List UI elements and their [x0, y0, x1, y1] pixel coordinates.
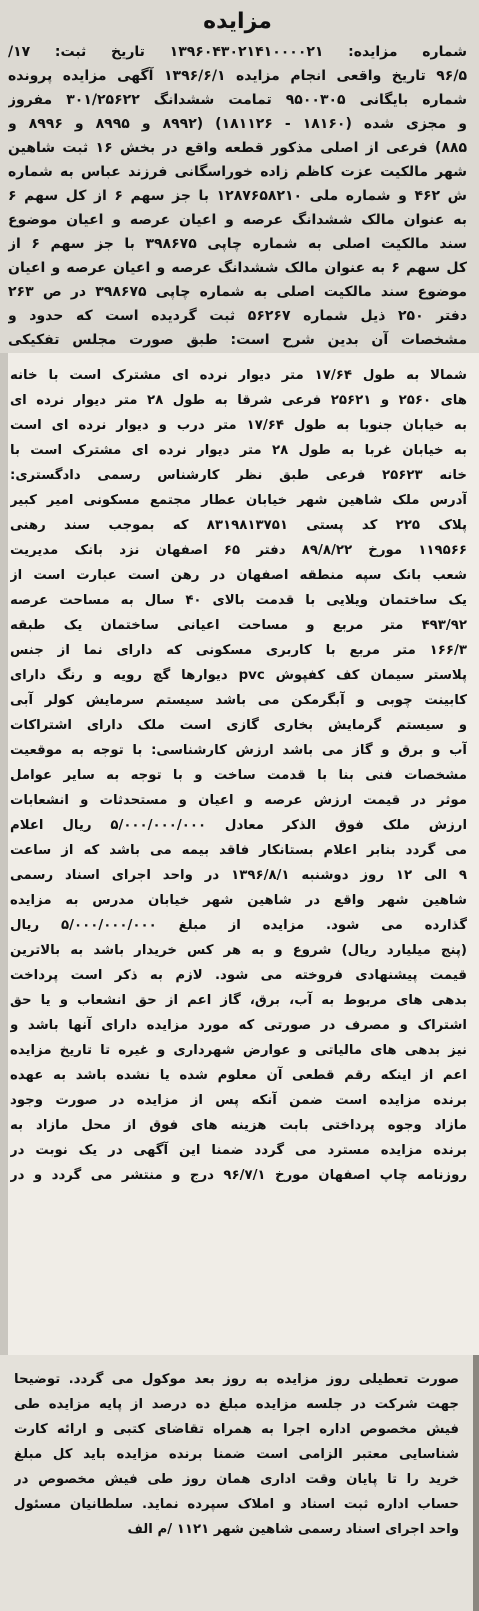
text-line: اعم از اینکه رقم قطعی آن معلوم شده یا نشده باشد به عهده [10, 1068, 467, 1083]
notice-footer-section [0, 1355, 479, 1611]
text-line: اشتراک و مصرف در صورتی که مورد مزایده دارای آنها باشد و [10, 1018, 467, 1033]
text-line: جهت شرکت در جلسه مزایده مبلغ ده درصد از پایه مزایده طی [14, 1397, 459, 1412]
text-line: موضوع سند مالکیت اصلی به شماره چاپی ۳۹۸۶۷۵ در ص ۲۶۳ [8, 284, 467, 300]
text-line: شعب بانک سپه منطقه اصفهان در رهن است عبارت است از [10, 568, 467, 583]
text-line: روزنامه چاپ اصفهان مورخ ۹۶/۷/۱ درج و منتشر می گردد و در [10, 1168, 467, 1183]
text-line: سند مالکیت اصلی به شماره چاپی ۳۹۸۶۷۵ با جز سهم ۶ از [8, 236, 467, 252]
text-line: قیمت پیشنهادی فروخته می شود. لازم به ذکر است پرداخت [10, 968, 467, 983]
text-line: ۱۶۶/۳ متر مربع با کاربری مسکونی که دارای نما از جنس [10, 643, 467, 658]
notice-body-section [0, 353, 479, 1355]
text-line: برنده مزایده مسترد می گردد ضمنا این آگهی در یک نوبت در [10, 1143, 467, 1158]
text-line: فیش مخصوص اداره اجرا به همراه تقاضای کتبی و ارائه کارت [14, 1422, 459, 1437]
text-line: به خیابان جنوبا به طول ۱۷/۶۴ متر درب و دیوار نرده ای است [10, 418, 467, 433]
text-line: صورت تعطیلی روز مزایده به روز بعد موکول می گردد. توضیحا [14, 1372, 459, 1387]
text-line: خرید را تا پایان وقت اداری همان روز طی فیش مخصوص در [14, 1472, 459, 1487]
text-line: شاهین شهر واقع در شاهین شهر خیابان مدرس به مزایده [10, 893, 467, 908]
text-line: شماره بایگانی ۹۵۰۰۳۰۵ تمامت ششدانگ ۳۰۱/۲۵۶۲۲ مفروز [8, 92, 467, 108]
text-line: به خیابان غربا به طول ۲۸ متر دیوار نرده ای مشترک است با [10, 443, 467, 458]
notice-header-section [0, 0, 479, 353]
column-edge [0, 353, 8, 1355]
text-line: آب و برق و گاز می باشد ارزش کارشناسی: با توجه به موقعیت [10, 743, 467, 758]
text-line: دفتر ۲۵۰ ذیل شماره ۵۶۲۶۷ ثبت گردیده است که حدود و [8, 308, 467, 324]
text-line: شهر مالکیت عزت کاظم زاده خوراسگانی فرزند عباس به شماره [8, 164, 467, 180]
text-line: ش ۴۶۲ و شماره ملی ۱۲۸۷۶۵۸۲۱۰ با جز سهم ۶ از کل سهم ۶ [8, 188, 467, 204]
text-line: می گردد بنابر اعلام بستانکار فاقد بیمه می باشد که از ساعت [10, 843, 467, 858]
text-line: آدرس ملک شاهین شهر خیابان عطار مجتمع مسکونی امیر کبیر [10, 493, 467, 508]
text-line: کل سهم ۶ به عنوان مالک ششدانگ عرصه و اعیان عرصه و اعیان [8, 260, 467, 276]
text-line: پلاستر سیمان کف کفپوش pvc دیوارها گچ رویه و رنگ دارای [10, 668, 467, 683]
text-line: و سیستم گرمایش بخاری گازی است ملک دارای اشتراکات [10, 718, 467, 733]
text-line: و مجزی شده (۱۸۱۶۰ - ۱۸۱۱۲۶) (۸۹۹۲ و ۸۹۹۵ و ۸۹۹۶ و [8, 116, 467, 132]
text-line: به عنوان مالک ششدانگ عرصه و اعیان عرصه و اعیان موضوع [8, 212, 467, 228]
text-line: شماره مزایده: ۱۳۹۶۰۴۳۰۲۱۴۱۰۰۰۰۲۱ تاریخ ثبت: ۱۷/ [8, 44, 467, 60]
text-line: ۹ الی ۱۲ روز دوشنبه ۱۳۹۶/۸/۱ در واحد اجرای اسناد رسمی [10, 868, 467, 883]
text-line: کابینت چوبی و آبگرمکن می باشد سیستم سرمایش کولر آبی [10, 693, 467, 708]
text-line: مشخصات آن بدین شرح است: طبق صورت مجلس تفکیکی [8, 332, 467, 348]
text-line: گذارده می شود. مزایده از مبلغ ۵/۰۰۰/۰۰۰/۰۰۰ ریال [10, 918, 467, 933]
text-line: بدهی های مربوط به آب، برق، گاز اعم از حق انشعاب و یا حق [10, 993, 467, 1008]
text-line: ۱۱۹۵۶۶ مورخ ۸۹/۸/۲۲ دفتر ۶۵ اصفهان نزد بانک مدیریت [10, 543, 467, 558]
text-line: حساب اداره ثبت اسناد و املاک سپرده نماید. سلطانیان مسئول [14, 1497, 459, 1512]
text-line: شناسایی معتبر الزامی است ضمنا برنده مزایده باید کل مبلغ [14, 1447, 459, 1462]
text-line: پلاک ۲۲۵ کد پستی ۸۳۱۹۸۱۳۷۵۱ که بموجب سند رهنی [10, 518, 467, 533]
text-line: برنده مزایده است ضمن آنکه پس از مزایده در صورت وجود [10, 1093, 467, 1108]
text-line: (پنج میلیارد ریال) شروع و به هر کس خریدار باشد به بالاترین [10, 943, 467, 958]
text-line: ارزش ملک فوق الذکر معادل ۵/۰۰۰/۰۰۰/۰۰۰ ریال اعلام [10, 818, 467, 833]
text-line: یک ساختمان ویلایی با قدمت بالای ۴۰ سال به مساحت عرصه [10, 593, 467, 608]
text-line: ۴۹۳/۹۲ متر مربع و مساحت اعیانی ساختمان یک طبقه [10, 618, 467, 633]
notice-title: مزایده [203, 9, 272, 34]
text-line: موثر در قیمت ارزش عرصه و اعیان و مستحدثات و انشعابات [10, 793, 467, 808]
signature-line: واحد اجرای اسناد رسمی شاهین شهر ۱۱۲۱ /م الف [127, 1522, 459, 1537]
text-line: ۹۶/۵ تاریخ واقعی انجام مزایده ۱۳۹۶/۶/۱ آگهی مزایده پرونده [8, 68, 467, 84]
text-line: مازاد وجوه پرداختی بابت هزینه های فوق از محل مازاد به [10, 1118, 467, 1133]
text-line: شمالا به طول ۱۷/۶۴ متر دیوار نرده ای مشترک است با خانه [10, 368, 467, 383]
text-line: نیز بدهی های مالیاتی و عوارض شهرداری و غیره تا تاریخ مزایده [10, 1043, 467, 1058]
text-line: ۸۸۵) فرعی از اصلی مذکور قطعه واقع در بخش ۱۶ ثبت شاهین [8, 140, 467, 156]
text-line: خانه ۲۵۶۲۳ فرعی طبق نظر کارشناس رسمی دادگستری: [10, 468, 467, 483]
text-line: های ۲۵۶۰ و ۲۵۶۲۱ فرعی شرقا به طول ۲۸ متر دیوار نرده ای [10, 393, 467, 408]
text-line: مشخصات فنی بنا با قدمت ساخت و با توجه به سایر عوامل [10, 768, 467, 783]
